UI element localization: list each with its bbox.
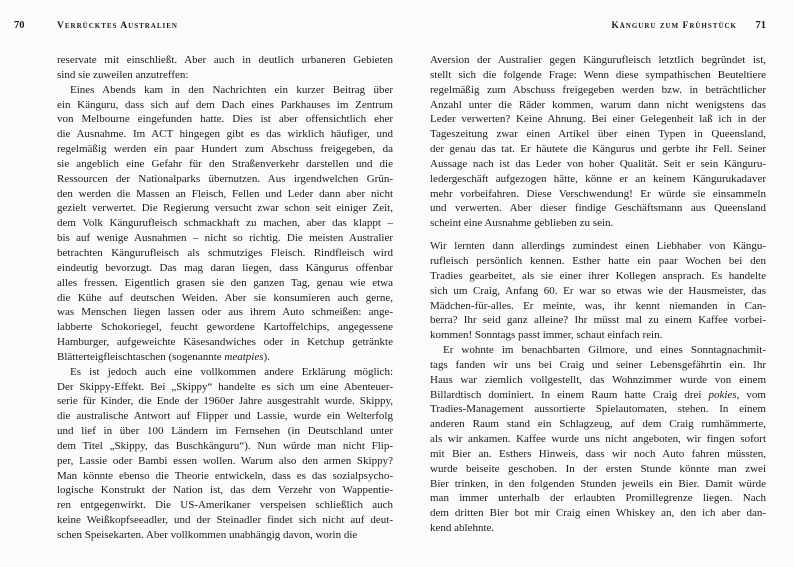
text-line: den werden die Massen an Fleisch, Fellen und Leder dann aber nicht xyxy=(57,187,393,200)
text-line: Leder verwerten? Keine Ahnung. Bei einer Gelegenheit laß ich in der xyxy=(430,113,766,126)
text-line: Hamburger, aufgeweichte Käsesandwiches oder in Ketchup getränkte xyxy=(57,336,393,349)
page-number: 70 xyxy=(14,20,25,31)
text-line: keine Weißkopfseeadler, und der Steinadler findet sich nicht auf deut- xyxy=(57,514,393,527)
text-line: Bier trinken, in den folgenden Stunden jeweils ein Bier. Damit würde xyxy=(430,477,766,490)
text-line: labberte Schokoriegel, feucht gewordene Kartoffelchips, angegessene xyxy=(57,321,393,334)
text-line: sich um Craig, Anfang 60. Er war so etwas wie der Hausmeister, das xyxy=(430,284,766,297)
paragraph xyxy=(430,53,766,231)
text-line: betrachten Kängurufleisch als schmutziges Fleisch. Rindfleisch wird xyxy=(57,246,393,259)
text-line: mit Bier an. Esthers Hinweis, dass wir noch Auto fahren müssten, xyxy=(430,447,766,460)
text-line: die australische Antwort auf Flipper und Lassie, wurde ein Welterfolg xyxy=(57,410,393,423)
text-line: Billardtisch dominiert. In einem Raum hatte Craig drei pokies, vom xyxy=(430,388,766,401)
text-line: gezielt verwertet. Die Regierung versucht zwar schon seit einiger Zeit, xyxy=(57,202,393,215)
text-line: Man könnte ebenso die Theorie entwickeln, dass es das sozialpsycho- xyxy=(57,469,393,482)
text-line: Wir lernten dann allerdings zumindest einen Liebhaber von Kängu- xyxy=(430,240,766,253)
text-line: sind sie zuweilen anzutreffen: xyxy=(57,68,189,81)
text-line: dem Titel „Skippy, das Buschkänguru“). Nun würde man nicht Flip- xyxy=(57,439,393,452)
text-line: schen Speisekarten. Aber vollkommen unabhängig davon, worin die xyxy=(57,529,358,541)
text-line: Tradies-Management aussortierte Spielautomaten, stehen. In einem xyxy=(430,403,766,416)
text-line: Haus war ziemlich vollgestellt, das Wohnzimmer wurde von einem xyxy=(430,373,766,386)
text-line: eindeutig bevorzugt. Das mag daran liegen, dass Kängurus offenbar xyxy=(57,261,393,274)
text-line: die Kühe auf deutschen Weiden. Aber sie konsumieren auch gerne, xyxy=(57,291,393,304)
paragraph xyxy=(57,53,393,83)
text-line: als wir ankamen. Kaffee wurde uns nicht angeboten, wir fingen sofort xyxy=(430,433,766,446)
text-line: Eines Abends kam in den Nachrichten ein kurzer Beitrag über xyxy=(70,83,393,96)
text-line: und verwerten. Aber dieser findige Geschäftsmann aus Queensland xyxy=(430,202,766,215)
paragraph xyxy=(57,83,393,365)
text-line: Es ist jedoch auch eine vollkommen andere Erklärung möglich: xyxy=(70,365,393,378)
text-line: dem Volk Kängurufleisch schmackhaft zu machen, aber das klappt – xyxy=(57,217,393,230)
text-line: was Menschen liegen lassen oder aus ihrem Auto schmeißen: ange- xyxy=(57,306,393,319)
paragraph xyxy=(430,239,766,343)
text-line: bis auf wenige Ausnahmen – nicht so richtig. Die meisten Australier xyxy=(57,232,393,245)
text-line: von Melbourne eingefunden hatte. Dies ist aber offensichtlich eher xyxy=(57,113,393,126)
paragraph xyxy=(57,365,393,543)
text-line: Er wohnte im benachbarten Gilmore, und eines Sonntagnachmit- xyxy=(443,344,766,357)
text-line: reservate mit einschließt. Aber auch in deutlich urbaneren Gebieten xyxy=(57,54,393,66)
text-line: ren entgegenwirkt. Die US-Amerikaner verspeisen schließlich auch xyxy=(57,499,393,512)
page-text-column xyxy=(57,53,393,543)
text-line: man immer unterhalb der erlaubten Promillegrenze liegen. Nach xyxy=(430,492,766,505)
text-line: mehr vorbeifahren. Diese Verschwendung! Er würde sie einsammeln xyxy=(430,187,766,200)
text-line: kommen! Sonntags passt immer, schaut einfach rein. xyxy=(430,329,663,342)
running-header: Känguru zum Frühstück xyxy=(611,21,737,31)
text-line: Tageszeitung zwar einen Artikel über einen Typen in Queensland, xyxy=(430,128,766,141)
text-line: Der Skippy-Effekt. Bei „Skippy“ handelte es sich um eine Abenteuer- xyxy=(57,380,393,393)
text-line: alles fressen. Eigentlich grasen sie den ganzen Tag, genau wie etwa xyxy=(57,276,393,289)
running-header: Verrücktes Australien xyxy=(57,21,178,31)
text-line: per, Lassie oder Bambi essen wollen. Warum also den armen Skippy? xyxy=(57,454,393,467)
text-line: die Ausnahme. Im ACT hingegen gibt es das wirklich häufiger, und xyxy=(57,128,393,141)
text-line: Blätterteigfleischtaschen (sogenannte meatpies). xyxy=(57,350,270,363)
page-number: 71 xyxy=(755,20,766,31)
text-line: Mädchen-für-alles. Er meinte, was, ihr kennt niemanden in Can- xyxy=(430,299,766,312)
text-line: tags fanden wir uns bei Craig und seiner Lebensgefährtin ein. Ihr xyxy=(430,358,766,371)
text-line: ledergeschäft aufgezogen hätte, könne er an keinem Kängurukadaver xyxy=(430,172,766,185)
text-line: anderen Raum stand ein Schlagzeug, auf dem Craig rumhämmerte, xyxy=(430,418,766,431)
page-right xyxy=(397,0,794,567)
text-line: scheint eine Ausnahme geblieben zu sein. xyxy=(430,217,614,230)
page-text-column xyxy=(430,53,766,536)
text-line: berra? Ihr seid ganz alleine? Ihr müsst mal zu einem Kaffee vorbei- xyxy=(430,314,766,327)
text-line: Aversion der Australier gegen Kängurufleisch letztlich begründet ist, xyxy=(430,54,766,66)
text-line: und lief in über 100 Ländern im Fernsehen (in Deutschland unter xyxy=(57,425,393,438)
text-line: der genau das tat. Er häutete die Kängurus und gerbte ihr Fell. Seiner xyxy=(430,143,766,156)
text-line: sie angeblich eine Gefahr für den Straßenverkehr darstellen und die xyxy=(57,157,393,170)
text-line: serie für Kinder, die Ende der 1960er Jahre ausgestrahlt wurde. Skippy, xyxy=(57,395,393,408)
text-line: dem dritten Bier bot mir Craig einen Whiskey an, den ich aber dan- xyxy=(430,507,766,520)
text-line: stellt sich die folgende Frage: Wenn diese sympathischen Beuteltiere xyxy=(430,68,766,81)
text-line: rufleisch persönlich kennen. Esther hatte ein paar Wochen bei den xyxy=(430,254,766,267)
text-line: Aussage nach ist das Leder von hoher Qualität. Seit er sein Känguru- xyxy=(430,157,766,170)
text-line: regelmäßig werden ein paar Hundert zum Abschuss freigegeben, da xyxy=(57,143,393,156)
paragraph xyxy=(430,343,766,536)
text-line: wurde beiseite geschoben. In der ersten Stunde könnte man zwei xyxy=(430,462,766,475)
text-line: kend ablehnte. xyxy=(430,522,495,535)
text-line: logische Konstrukt der Nation ist, das dem Verzehr von Wappentie- xyxy=(57,484,393,497)
text-line: Tradies gearbeitet, als sie einer ihrer Kollegen ansprach. Es handelte xyxy=(430,269,766,282)
text-line: Anzahl unter die Räder kommen, warum dann nicht wenigstens das xyxy=(430,98,766,111)
text-line: ein Känguru, dass sich auf dem Dach eines Parkhauses im Zentrum xyxy=(57,98,393,111)
text-line: Ressourcen der Nationalparks übernutzen. Aus irgendwelchen Grün- xyxy=(57,172,393,185)
text-line: regelmäßig zum Abschuss freigegeben werden bzw. in beträchtlicher xyxy=(430,83,766,96)
